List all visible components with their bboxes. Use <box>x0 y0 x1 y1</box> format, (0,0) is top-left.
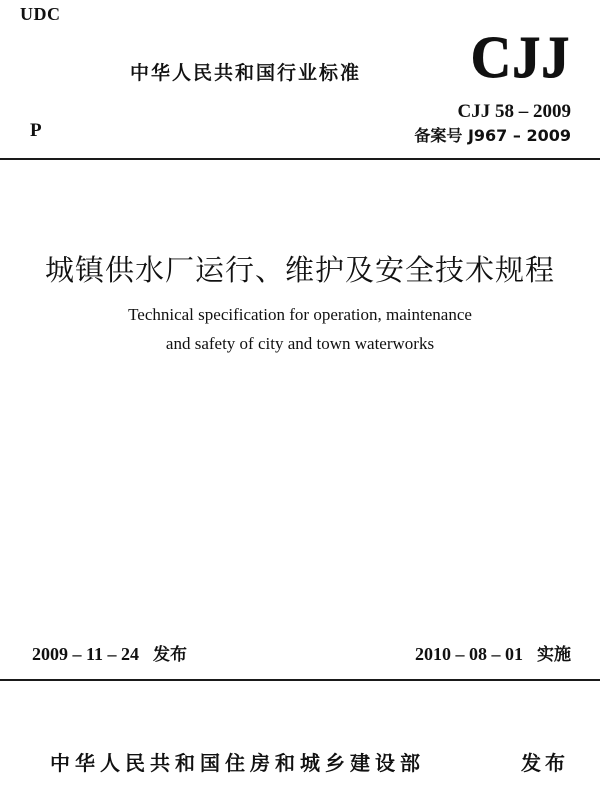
publish-label: 发布 <box>521 751 569 775</box>
document-title-en <box>0 300 600 358</box>
cjj-logo <box>468 25 573 91</box>
filing-number: 备案号 J967 – 2009 <box>414 126 571 145</box>
implementation-date <box>415 640 571 665</box>
cjj-logo-text: CJJ <box>470 25 571 91</box>
issue-date-label: 发布 <box>153 645 188 665</box>
document-title-cn: 城镇供水厂运行、维护及安全技术规程 <box>44 253 555 287</box>
issue-date <box>32 640 187 665</box>
publisher-name: 中华人民共和国住房和城乡建设部 <box>50 751 425 775</box>
implementation-date-label: 实施 <box>537 645 571 665</box>
standard-number: CJJ 58 – 2009 <box>457 101 571 122</box>
bottom-divider <box>0 679 600 681</box>
implementation-date-value: 2010 – 08 – 01 <box>415 644 523 664</box>
classification-code: P <box>30 120 42 141</box>
standard-category: 中华人民共和国行业标准 <box>130 62 362 84</box>
title-en-line-1: Technical specification for operation, maintenance <box>128 305 472 324</box>
udc-label: UDC <box>20 4 61 24</box>
title-en-line-2: and safety of city and town waterworks <box>165 334 435 353</box>
top-divider <box>0 158 600 160</box>
issue-date-value: 2009 – 11 – 24 <box>32 644 140 664</box>
